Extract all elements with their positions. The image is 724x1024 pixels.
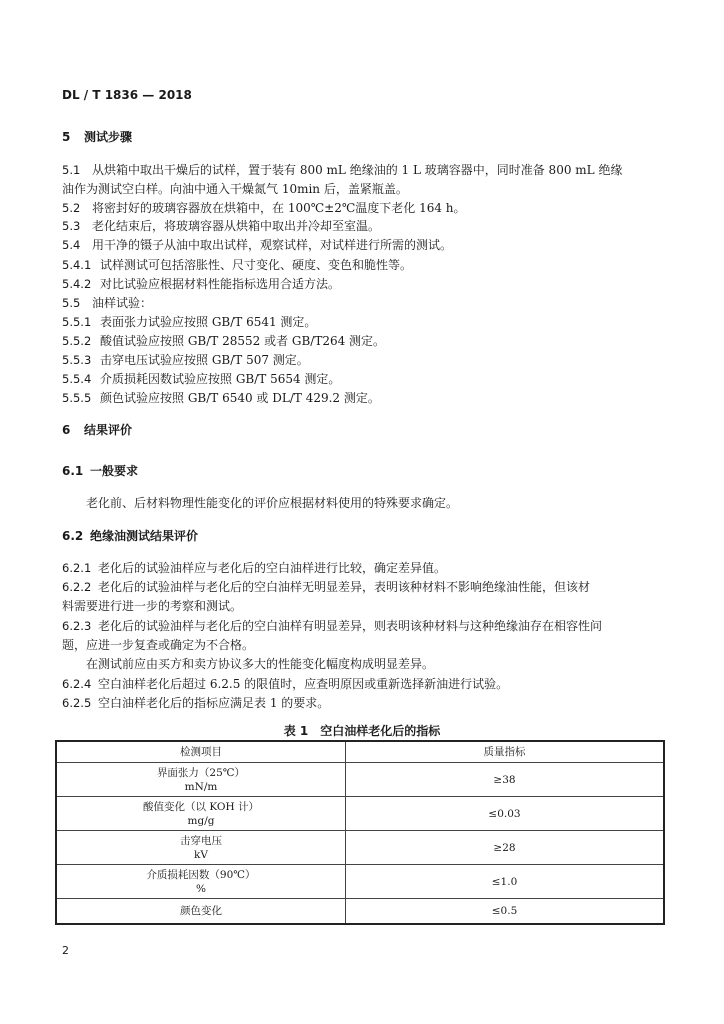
subsection-6-1-heading	[62, 462, 138, 479]
value-cell: ≤0.5	[346, 899, 665, 925]
clause-text: 老化结束后，将玻璃容器从烘箱中取出并冷却至室温。	[92, 219, 381, 233]
item-name: 酸值变化（以 KOH 计）	[142, 800, 259, 813]
clause-line	[62, 389, 662, 407]
value-cell: ≥28	[346, 831, 665, 865]
clause-text: 空白油样老化后超过 6.2.5 的限值时，应查明原因或重新选择新油进行试验。	[98, 677, 509, 691]
clause-number: 6.2.2	[62, 580, 92, 594]
item-unit: mN/m	[184, 780, 218, 793]
clause-number: 5.4.1	[62, 258, 92, 272]
clause-number: 5.4.2	[62, 277, 92, 291]
item-cell	[56, 763, 346, 797]
clause-line	[62, 180, 662, 198]
table-header-row	[56, 741, 664, 763]
paragraph: 老化前、后材料物理性能变化的评价应根据材料使用的特殊要求确定。	[86, 496, 459, 510]
clause-text: 油作为测试空白样。向油中通入干燥氮气 10min 后，盖紧瓶盖。	[62, 182, 408, 196]
table-row	[56, 797, 664, 831]
page-number: 2	[62, 944, 69, 957]
item-name: 颜色变化	[180, 905, 222, 917]
clause-number: 5.5.1	[62, 315, 92, 329]
clause-line	[62, 694, 662, 712]
clause-text: 料需要进行进一步的考察和测试。	[62, 599, 243, 613]
column-header: 质量指标	[346, 741, 665, 763]
clause-line	[62, 578, 662, 596]
item-name: 击穿电压	[180, 834, 222, 847]
subsection-title: 绝缘油测试结果评价	[90, 529, 199, 543]
clause-text: 老化后的试验油样应与老化后的空白油样进行比较，确定差异值。	[98, 561, 447, 575]
subsection-6-2-heading	[62, 527, 198, 544]
clause-number: 5.5.5	[62, 391, 92, 405]
section-number: 6	[62, 423, 71, 437]
clause-text: 击穿电压试验应按照 GB/T 507 测定。	[100, 353, 309, 367]
clause-text: 老化后的试验油样与老化后的空白油样无明显差异，表明该种材料不影响绝缘油性能，但该材	[98, 580, 591, 594]
clause-text: 从烘箱中取出干燥后的试样，置于装有 800 mL 绝缘油的 1 L 玻璃容器中，同时准备 800 mL 绝缘	[92, 163, 623, 177]
clause-text: 试样测试可包括溶胀性、尺寸变化、硬度、变色和脆性等。	[100, 258, 413, 272]
clause-line	[62, 559, 662, 577]
clause-number: 6.2.4	[62, 677, 92, 691]
clause-text: 油样试验：	[92, 296, 153, 310]
clause-number: 5.5.3	[62, 353, 92, 367]
clause-text: 在测试前应由买方和卖方协议多大的性能变化幅度构成明显差异。	[86, 657, 435, 671]
value-cell: ≥38	[346, 763, 665, 797]
section-title: 测试步骤	[84, 130, 133, 144]
section-5-heading	[62, 128, 132, 145]
item-unit: kV	[194, 848, 208, 861]
clause-line	[62, 236, 662, 254]
clause-text: 对比试验应根据材料性能指标选用合适方法。	[100, 277, 341, 291]
item-cell	[56, 831, 346, 865]
clause-line	[62, 332, 662, 350]
clause-text: 用干净的镊子从油中取出试样，观察试样，对试样进行所需的测试。	[92, 238, 453, 252]
table-row	[56, 865, 664, 899]
column-header: 检测项目	[56, 741, 346, 763]
clause-number: 5.3	[62, 219, 81, 233]
clause-text: 空白油样老化后的指标应满足表 1 的要求。	[98, 696, 330, 710]
section-number: 5	[62, 130, 71, 144]
subsection-title: 一般要求	[90, 464, 139, 478]
clause-line	[62, 351, 662, 369]
clause-text: 表面张力试验应按照 GB/T 6541 测定。	[100, 315, 317, 329]
clause-text: 将密封好的玻璃容器放在烘箱中，在 100℃±2℃温度下老化 164 h。	[92, 201, 466, 215]
clause-text: 颜色试验应按照 GB/T 6540 或 DL/T 429.2 测定。	[100, 391, 380, 405]
clause-line	[62, 217, 662, 235]
clause-number: 6.2.5	[62, 696, 92, 710]
table-row	[56, 831, 664, 865]
item-cell	[56, 899, 346, 925]
clause-line	[62, 617, 662, 635]
clause-text: 老化后的试验油样与老化后的空白油样有明显差异，则表明该种材料与这种绝缘油存在相容性问	[98, 619, 603, 633]
table-row	[56, 899, 664, 925]
doc-code-header: DL / T 1836 — 2018	[62, 88, 192, 102]
table-caption: 表 1 空白油样老化后的指标	[283, 724, 441, 738]
clause-number: 5.4	[62, 238, 81, 252]
clause-line	[62, 275, 662, 293]
clause-number: 5.5.4	[62, 372, 92, 386]
clause-number: 5.2	[62, 201, 81, 215]
clause-number: 6.2.3	[62, 619, 92, 633]
value-cell: ≤1.0	[346, 865, 665, 899]
subsection-number: 6.1	[62, 464, 84, 478]
item-unit: %	[196, 882, 206, 895]
table-row	[56, 763, 664, 797]
clause-line	[62, 370, 662, 388]
item-cell	[56, 865, 346, 899]
clause-line	[62, 199, 662, 217]
clause-line	[62, 161, 662, 179]
clause-line	[62, 294, 662, 312]
clause-line	[62, 256, 662, 274]
item-unit: mg/g	[187, 814, 215, 827]
item-name: 介质损耗因数（90℃）	[146, 868, 256, 881]
clause-number: 5.1	[62, 163, 81, 177]
item-name: 界面张力（25℃）	[156, 766, 246, 779]
clause-number: 5.5	[62, 296, 81, 310]
clause-line	[62, 636, 662, 654]
clause-number: 6.2.1	[62, 561, 92, 575]
quality-index-table	[55, 740, 665, 925]
subsection-number: 6.2	[62, 529, 84, 543]
clause-line	[62, 597, 662, 615]
clause-number: 5.5.2	[62, 334, 92, 348]
clause-text: 题，应进一步复查或确定为不合格。	[62, 638, 255, 652]
clause-line	[62, 313, 662, 331]
clause-text: 酸值试验应按照 GB/T 28552 或者 GB/T264 测定。	[100, 334, 386, 348]
value-cell: ≤0.03	[346, 797, 665, 831]
clause-line	[62, 675, 662, 693]
clause-text: 介质损耗因数试验应按照 GB/T 5654 测定。	[100, 372, 341, 386]
section-title: 结果评价	[84, 423, 133, 437]
section-6-heading	[62, 421, 132, 438]
clause-line	[86, 655, 662, 673]
item-cell	[56, 797, 346, 831]
